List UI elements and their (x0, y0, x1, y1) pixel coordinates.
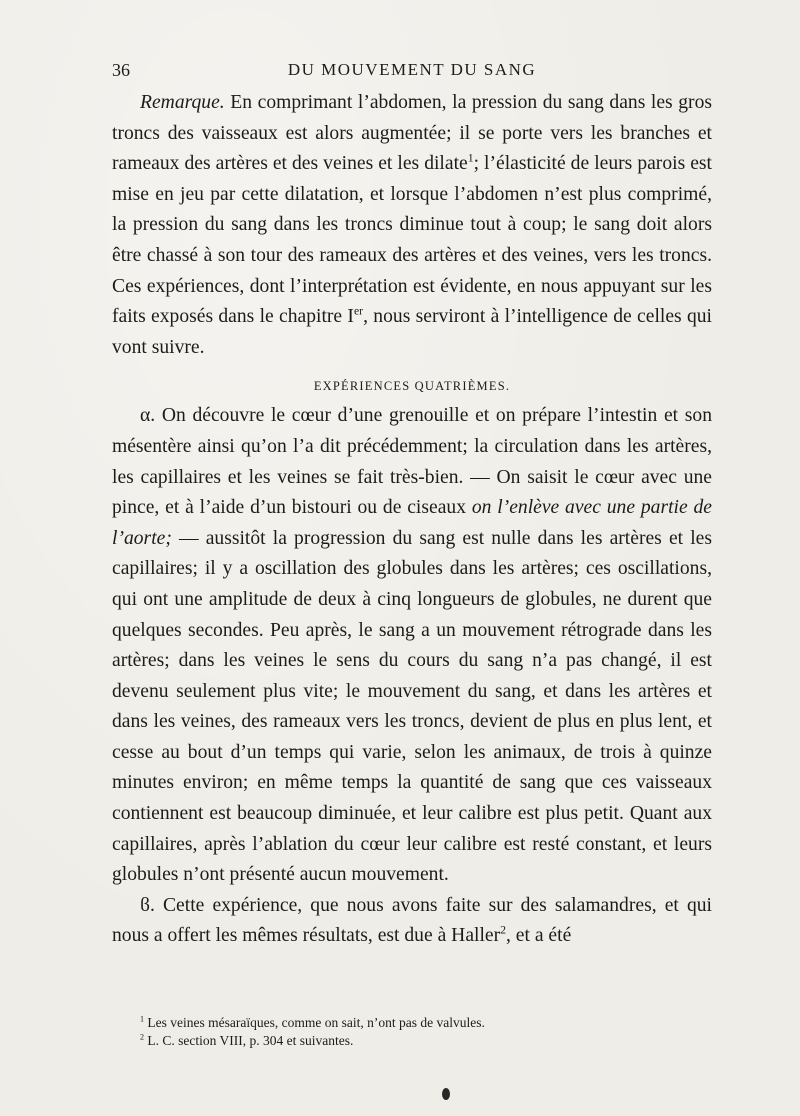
beta-text: ϐ. Cette expérience, que nous avons faite sur des salamandres, et qui nous a offert les mêmes résultats, est due à Haller (112, 894, 712, 947)
footnote-1-text: Les veines mésaraïques, comme on sait, n’ont pas de valvules. (147, 1015, 485, 1030)
footnote-1 (112, 1014, 712, 1032)
remarque-text-end: , nous serviront à l’intelligence de celles qui vont suivre. (112, 306, 712, 358)
footnote-ref-2: 2 (500, 923, 506, 937)
main-text (112, 88, 712, 952)
section-heading: EXPÉRIENCES QUATRIÈMES. (313, 379, 511, 394)
experiment-beta-paragraph (112, 891, 712, 952)
footnote-ref-1: 1 (467, 151, 474, 165)
alpha-italic-phrase: on l’enlève avec une partie de l’aorte; (112, 497, 712, 549)
beta-text-end: , et a été (506, 925, 572, 947)
page-header (112, 60, 712, 86)
ink-spot (442, 1088, 450, 1100)
remarque-text: En comprimant l’abdomen, la pression du sang dans les gros troncs des vaisseaux est alors augmentée; il se porte vers les branches et rameaux des artères et des veines et les dilate (112, 92, 712, 175)
footnote-1-mark: 1 (140, 1014, 145, 1024)
alpha-text-end: — aussitôt la progression du sang est nulle dans les artères et les capillaires; il y a oscillation des globules dans les artères; ces oscillations, qui ont une amplitude de deux à cinq longueurs de globules, ne durent que quelques secondes. Peu après, le sang a un mouvement rétrograde dans les artères; dans les veines le sens du cours du sang n’a pas changé, il est devenu seulement plus vite; le mouvement du sang, et dans les artères et dans les veines, des rameaux vers les troncs, devient de plus en plus lent, et cesse au bout d’un temps qui varie, selon les animaux, de trois à quinze minutes environ; en même temps la quantité de sang que ces vaisseaux contiennent est beaucoup diminuée, et leur calibre est plus petit. Quant aux capillaires, après l’ablation du cœur leur calibre est resté constant, et leurs globules n’ont présenté aucun mouvement. (112, 527, 712, 886)
alpha-text-start: α. On découvre le cœur d’une grenouille et on prépare l’intestin et son mésentère ainsi qu’on l’a dit précédemment; la circulation dans les artères, les capillaires et les veines se fait très-bien. — On saisit le cœur avec une pince, et à l’aide d’un bistouri ou de ciseaux (112, 405, 712, 519)
experiment-alpha-paragraph (112, 401, 712, 891)
footnotes (112, 1014, 712, 1050)
footnote-2 (112, 1032, 712, 1050)
remarque-text-continued: ; l’élasticité de leurs parois est mise en jeu par cette dilatation, et lorsque l’abdomen n’est plus comprimé, la pression du sang dans les troncs diminue tout à coup; le sang doit alors être chassé à son tour des rameaux des artères et des veines, vers les troncs. Ces expériences, dont l’interprétation est évidente, en nous appuyant sur les faits exposés dans le chapitre I (112, 153, 712, 328)
chapter-superscript: er (353, 304, 364, 318)
footnote-2-text: L. C. section VIII, p. 304 et suivantes. (147, 1033, 354, 1048)
remarque-paragraph (112, 88, 712, 363)
footnote-2-mark: 2 (140, 1032, 145, 1042)
page-number: 36 (112, 60, 130, 80)
remarque-label: Remarque. (140, 92, 225, 113)
running-head: DU MOUVEMENT DU SANG (287, 60, 537, 79)
